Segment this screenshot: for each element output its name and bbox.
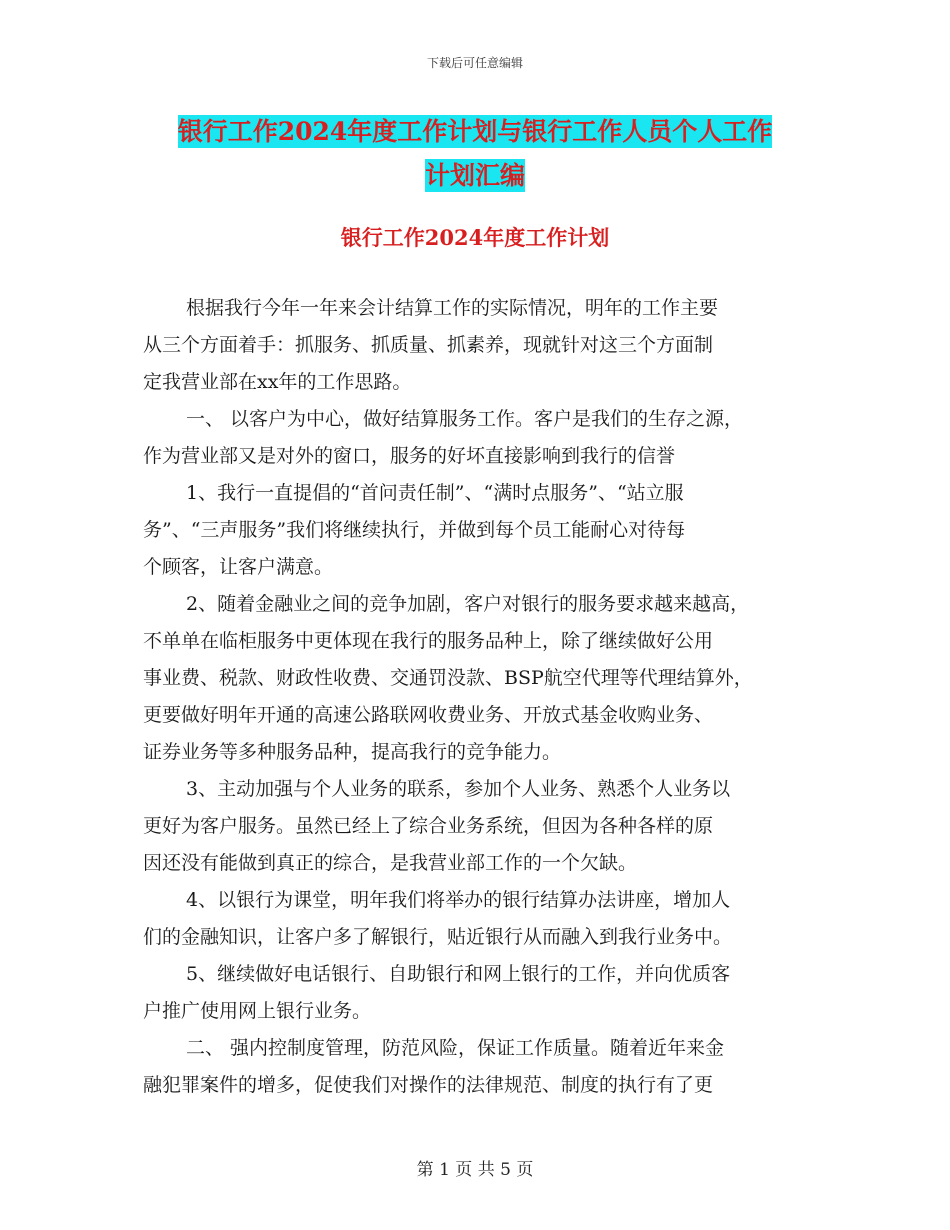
text-line: 二、 强内控制度管理，防范风险，保证工作质量。随着近年来金 <box>186 1037 725 1059</box>
page-footer: 第 1 页 共 5 页 <box>416 1160 534 1180</box>
section-title: 银行工作2024年度工作计划 <box>340 225 610 250</box>
title-line-1 <box>0 110 950 154</box>
text-line: 事业费、税款、财政性收费、交通罚没款、BSP航空代理等代理结算外， <box>143 667 753 689</box>
text-line: 3、主动加强与个人业务的联系，参加个人业务、熟悉个人业务以 <box>186 778 731 800</box>
text-line: 更好为客户服务。虽然已经上了综合业务系统，但因为各种各样的原 <box>143 815 714 837</box>
text-line: 定我营业部在xx年的工作思路。 <box>143 371 412 393</box>
text-line: 们的金融知识，让客户多了解银行，贴近银行从而融入到我行业务中。 <box>143 926 733 948</box>
text-line: 户推广使用网上银行业务。 <box>143 1000 372 1022</box>
text-line: 一、 以客户为中心，做好结算服务工作。客户是我们的生存之源， <box>186 408 744 430</box>
text-line: 5、继续做好电话银行、自助银行和网上银行的工作，并向优质客 <box>186 963 731 985</box>
text-line: 务”、“三声服务”我们将继续执行，并做到每个员工能耐心对待每 <box>143 519 686 541</box>
title-line-1-text: 银行工作2024年度工作计划与银行工作人员个人工作 <box>177 117 773 146</box>
text-line: 1、我行一直提倡的“首问责任制”、“满时点服务”、“站立服 <box>186 482 684 504</box>
text-line: 2、随着金融业之间的竞争加剧，客户对银行的服务要求越来越高， <box>186 593 750 615</box>
title-line-2 <box>0 154 950 198</box>
document-title <box>0 110 950 198</box>
text-line: 4、以银行为课堂，明年我们将举办的银行结算办法讲座，增加人 <box>186 889 731 911</box>
text-line: 因还没有能做到真正的综合，是我营业部工作的一个欠缺。 <box>143 852 638 874</box>
text-line: 根据我行今年一年来会计结算工作的实际情况，明年的工作主要 <box>186 297 719 319</box>
text-line: 融犯罪案件的增多，促使我们对操作的法律规范、制度的执行有了更 <box>143 1074 714 1096</box>
body-text <box>143 290 823 1104</box>
text-line: 不单单在临柜服务中更体现在我行的服务品种上，除了继续做好公用 <box>143 630 714 652</box>
text-line: 作为营业部又是对外的窗口，服务的好坏直接影响到我行的信誉 <box>143 445 676 467</box>
header-note: 下载后可任意编辑 <box>426 56 523 70</box>
title-line-2-text: 计划汇编 <box>424 161 525 190</box>
text-line: 个顾客，让客户满意。 <box>143 556 334 578</box>
text-line: 证券业务等多种服务品种，提高我行的竞争能力。 <box>143 741 562 763</box>
text-line: 从三个方面着手：抓服务、抓质量、抓素养，现就针对这三个方面制 <box>143 334 714 356</box>
text-line: 更要做好明年开通的高速公路联网收费业务、开放式基金收购业务、 <box>143 704 714 726</box>
